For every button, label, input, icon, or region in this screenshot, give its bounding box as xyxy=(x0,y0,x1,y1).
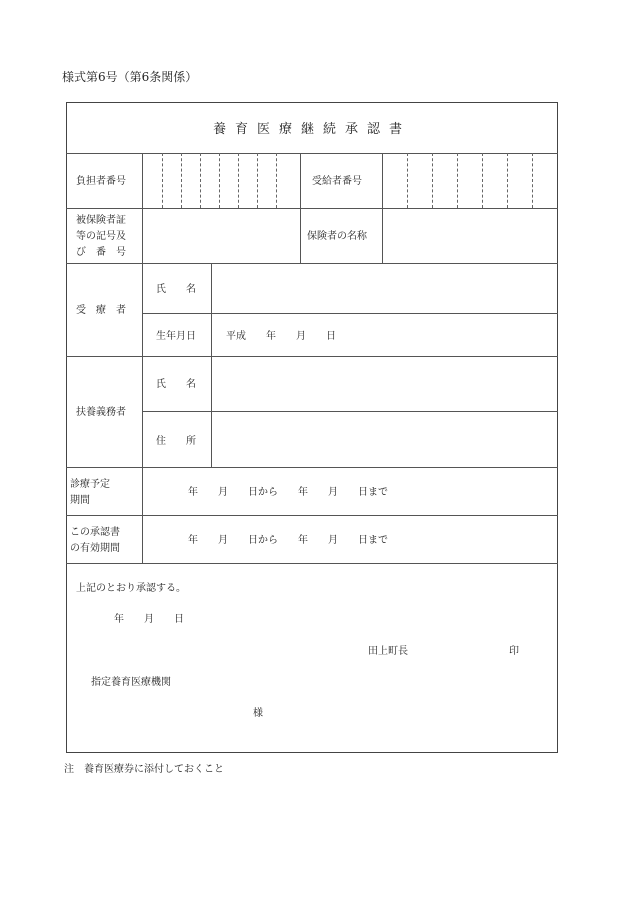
approval-date: 年 月 日 xyxy=(114,614,184,625)
recipient-number-label: 受給者番号 xyxy=(312,176,362,187)
document-title: 養育医療継続承認書 xyxy=(212,122,411,137)
insured-cert-number-field[interactable] xyxy=(143,209,300,263)
planned-period-value: 年 月 日から 年 月 日まで xyxy=(188,487,388,498)
divider xyxy=(300,153,301,263)
burden-number-field[interactable] xyxy=(143,154,300,208)
insured-cert-label-line2: 等の記号及 xyxy=(76,231,126,242)
form-number: 様式第6号（第6条関係） xyxy=(62,70,198,84)
address-label: 住 所 xyxy=(156,436,196,447)
patient-label: 受 療 者 xyxy=(76,305,126,316)
valid-period-label-line2: の有効期間 xyxy=(70,543,120,554)
divider xyxy=(142,313,558,314)
recipient-number-field[interactable] xyxy=(383,154,558,208)
honorific: 様 xyxy=(253,708,263,719)
footnote: 注 養育医療券に添付しておくこと xyxy=(64,764,224,775)
divider xyxy=(66,563,558,564)
insured-cert-label-line3: び 番 号 xyxy=(76,247,126,258)
planned-period-label-line1: 診療予定 xyxy=(70,479,110,490)
insurer-name-field[interactable] xyxy=(383,209,558,263)
mayor-title: 田上町長 xyxy=(368,646,408,657)
planned-period-label-line2: 期間 xyxy=(70,495,90,506)
patient-name-label: 氏 名 xyxy=(156,284,196,295)
approval-statement: 上記のとおり承認する。 xyxy=(76,583,186,594)
guardian-address-field[interactable] xyxy=(212,412,558,467)
divider xyxy=(66,467,558,468)
patient-name-field[interactable] xyxy=(212,264,558,313)
divider xyxy=(66,515,558,516)
designated-institution-label: 指定養育医療機関 xyxy=(91,677,171,688)
guardian-label: 扶養義務者 xyxy=(76,407,126,418)
insurer-name-label: 保険者の名称 xyxy=(307,231,367,242)
birthdate-value: 平成 年 月 日 xyxy=(226,331,336,342)
guardian-name-field[interactable] xyxy=(212,357,558,411)
birthdate-label: 生年月日 xyxy=(156,331,196,342)
insured-cert-label-line1: 被保険者証 xyxy=(76,215,126,226)
valid-period-value: 年 月 日から 年 月 日まで xyxy=(188,535,388,546)
valid-period-label-line1: この承認書 xyxy=(70,527,120,538)
burden-number-label: 負担者番号 xyxy=(76,176,126,187)
seal-mark: 印 xyxy=(509,646,519,657)
guardian-name-label: 氏 名 xyxy=(156,379,196,390)
